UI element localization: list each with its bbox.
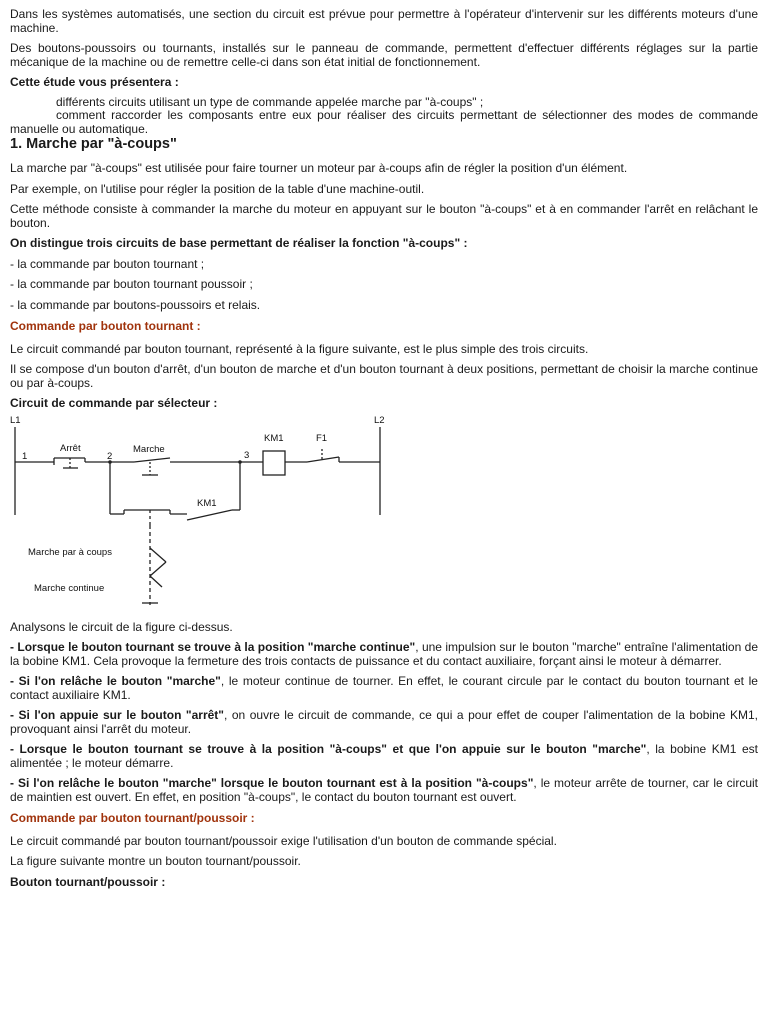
circuit-diagram-svg bbox=[2, 413, 402, 615]
list-item: - la commande par bouton tournant poussoir ; bbox=[10, 277, 253, 291]
section-paragraph-3: Cette méthode consiste à commander la marche du moteur en appuyant sur le bouton "à-coups" et à en commander l'arrêt en relâchant le bouton. bbox=[10, 202, 758, 230]
study-item-1: différents circuits utilisant un type de commande appelée marche par "à-coups" ; bbox=[56, 94, 484, 109]
diagram-label-f1: F1 bbox=[316, 432, 328, 444]
tournant-paragraph-1: Le circuit commandé par bouton tournant, représenté à la figure suivante, est le plus simple des trois circuits. bbox=[10, 341, 589, 356]
analysis-item bbox=[10, 743, 758, 770]
poussoir-paragraph-2: La figure suivante montre un bouton tournant/poussoir. bbox=[10, 854, 301, 868]
analysis-item-text: , on ouvre le circuit de commande, ce qui a pour effet de couper l'alimentation de la bobine KM1, provoquant ainsi l'arrêt du moteur. bbox=[10, 708, 758, 736]
analysis-item-text: , une impulsion sur le bouton "marche" entraîne l'alimentation de la bobine KM1. Cela provoque la fermeture des trois contacts de puissance et du contact auxiliaire, forçant ainsi le moteur à démarrer. bbox=[10, 640, 758, 668]
analysis-item-bold: - Si l'on relâche le bouton "marche" bbox=[10, 674, 221, 688]
tournant-paragraph-2: Il se compose d'un bouton d'arrêt, d'un bouton de marche et d'un bouton tournant à deux positions, permettant de choisir la marche continue ou par à-coups. bbox=[10, 362, 758, 390]
diagram-label-marche-acoups: Marche par à coups bbox=[28, 546, 112, 558]
study-title: Cette étude vous présentera : bbox=[10, 75, 179, 89]
analysis-item-bold: - Lorsque le bouton tournant se trouve à la position "à-coups" et que l'on appuie sur le bouton "marche" bbox=[10, 742, 647, 756]
analysis-item-bold: - Si l'on appuie sur le bouton "arrêt" bbox=[10, 708, 224, 722]
diagram-label-l1: L1 bbox=[10, 414, 21, 426]
figure-caption: Circuit de commande par sélecteur : bbox=[10, 396, 218, 410]
circuit-diagram bbox=[10, 413, 758, 615]
tournant-heading: Commande par bouton tournant : bbox=[10, 319, 201, 333]
document-page bbox=[10, 8, 758, 896]
analysis-item bbox=[10, 641, 758, 668]
diagram-label-km1-contact: KM1 bbox=[197, 497, 217, 509]
analysis-item-text: , le moteur continue de tourner. En effet, le courant circule par le contact du bouton tournant et le contact auxiliaire KM1. bbox=[10, 674, 758, 702]
list-item: - la commande par boutons-poussoirs et relais. bbox=[10, 297, 261, 312]
diagram-node-2: 2 bbox=[107, 450, 113, 462]
analysis-item-bold: - Lorsque le bouton tournant se trouve à la position "marche continue" bbox=[10, 640, 416, 654]
analysis-item bbox=[10, 777, 758, 804]
analysis-item bbox=[10, 709, 758, 736]
diagram-node-1: 1 bbox=[22, 450, 28, 462]
list-item: - la commande par bouton tournant ; bbox=[10, 256, 205, 271]
section-paragraph-2: Par exemple, on l'utilise pour régler la position de la table d'une machine-outil. bbox=[10, 181, 425, 196]
diagram-node-3: 3 bbox=[244, 449, 250, 461]
poussoir-heading: Commande par bouton tournant/poussoir : bbox=[10, 811, 255, 825]
section-title: 1. Marche par "à-coups" bbox=[10, 136, 177, 152]
analysis-intro: Analysons le circuit de la figure ci-dessus. bbox=[10, 619, 233, 634]
three-circuits-heading: On distingue trois circuits de base permettant de réaliser la fonction "à-coups" : bbox=[10, 236, 468, 250]
poussoir-paragraph-1: Le circuit commandé par bouton tournant/poussoir exige l'utilisation d'un bouton de commande spécial. bbox=[10, 833, 557, 848]
diagram-label-km1-coil: KM1 bbox=[264, 432, 284, 444]
study-item-2: comment raccorder les composants entre eux pour réaliser des circuits permettant de sélectionner des modes de commande manuelle ou automatique. bbox=[10, 108, 758, 136]
analysis-item-text: , le moteur arrête de tourner, car le circuit de maintien est ouvert. En effet, en position "à-coups", le contact du bouton tournant est ouvert. bbox=[10, 776, 758, 804]
diagram-label-l2: L2 bbox=[374, 414, 385, 426]
diagram-label-marche-continue: Marche continue bbox=[34, 582, 105, 594]
intro-paragraph-1: Dans les systèmes automatisés, une section du circuit est prévue pour permettre à l'opérateur d'intervenir sur les différents moteurs d'une machine. bbox=[10, 7, 758, 35]
analysis-item bbox=[10, 675, 758, 702]
section-paragraph-1: La marche par "à-coups" est utilisée pour faire tourner un moteur par à-coups afin de régler la position d'un élément. bbox=[10, 161, 628, 175]
diagram-label-marche: Marche bbox=[133, 443, 165, 455]
analysis-item-text: , la bobine KM1 est alimentée ; le moteur démarre. bbox=[10, 742, 758, 770]
analysis-item-bold: - Si l'on relâche le bouton "marche" lorsque le bouton tournant est à la position "à-coups" bbox=[10, 776, 534, 790]
diagram-label-arret: Arrêt bbox=[60, 442, 81, 454]
poussoir-caption: Bouton tournant/poussoir : bbox=[10, 874, 166, 889]
intro-paragraph-2: Des boutons-poussoirs ou tournants, installés sur le panneau de commande, permettent d'effectuer différents réglages sur la partie mécanique de la machine ou de remettre celle-ci dans son état initial de fonctionnement. bbox=[10, 41, 758, 69]
